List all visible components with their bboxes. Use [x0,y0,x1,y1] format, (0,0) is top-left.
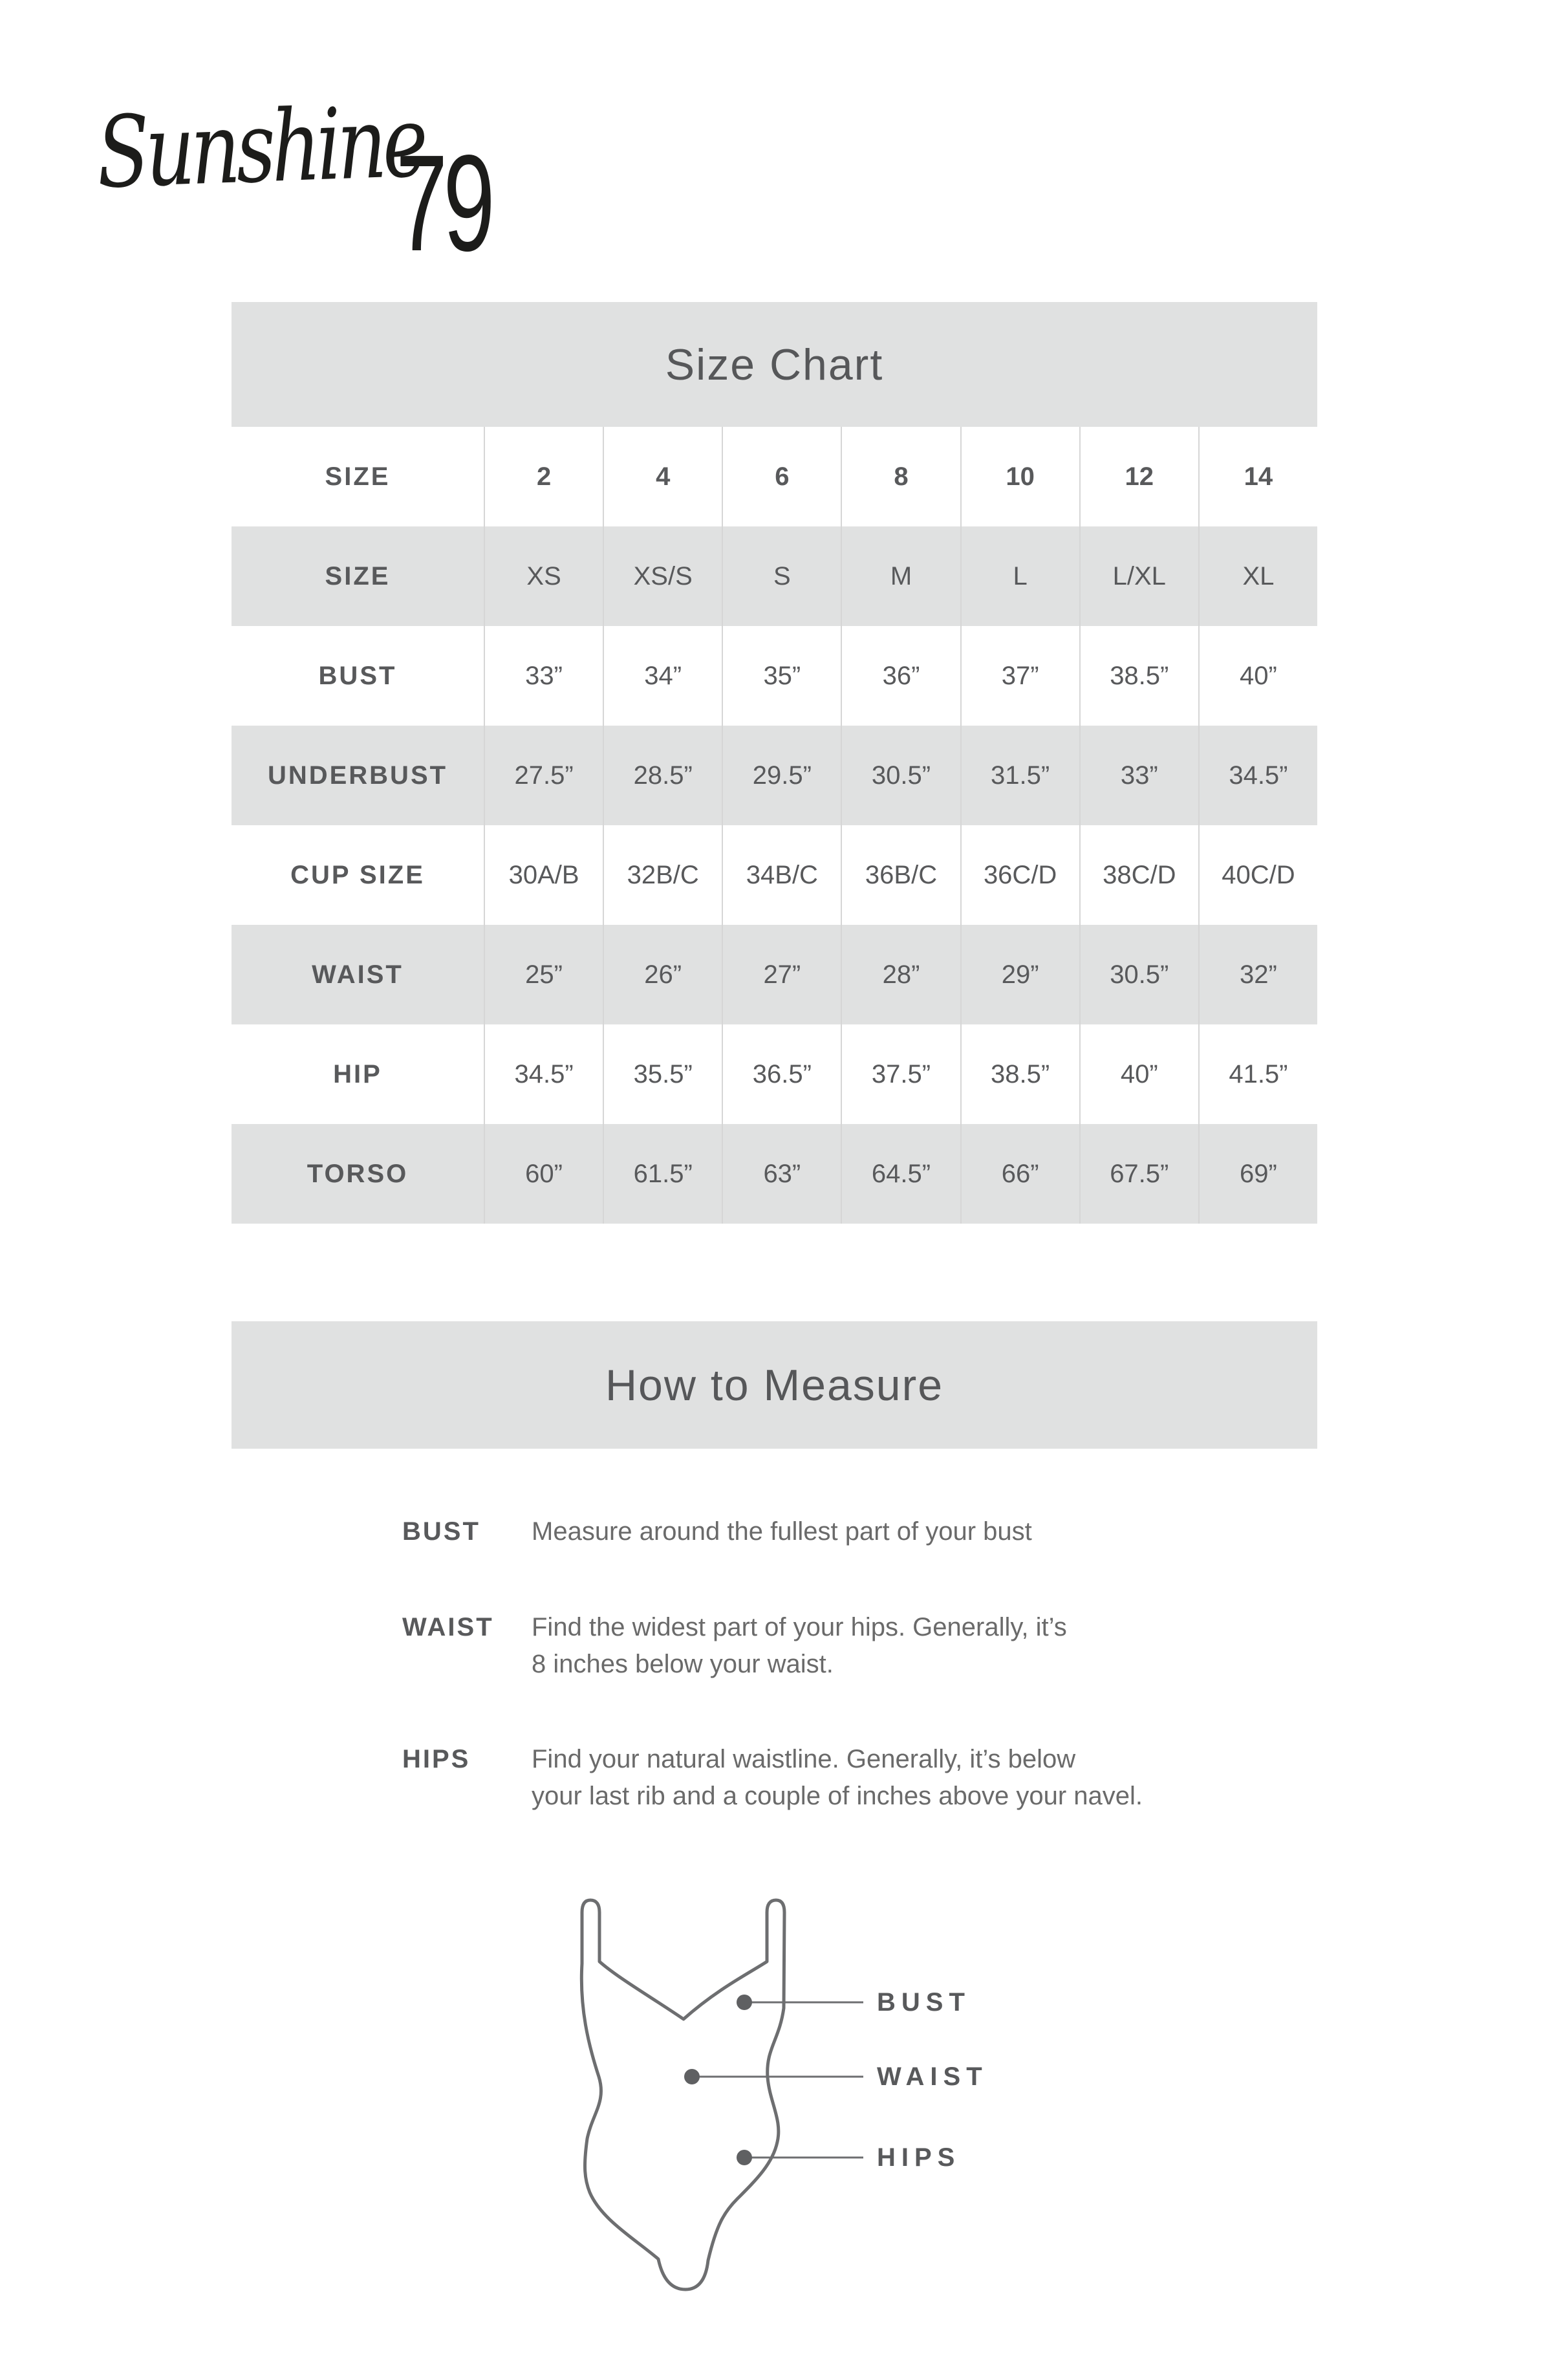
measurement-value: 34.5” [1198,726,1317,825]
measurement-value: 69” [1198,1124,1317,1224]
row-label: WAIST [312,960,404,989]
size-chart-title: Size Chart [232,302,1317,427]
measurement-value: 28.5” [603,726,722,825]
measurement-value: 36.5” [722,1024,841,1124]
size-value: XS/S [603,526,722,626]
measurement-value: 31.5” [960,726,1079,825]
measurement-value: 32B/C [603,825,722,925]
measure-description-line: 8 inches below your waist. [532,1650,834,1678]
size-value: S [722,526,841,626]
measurement-value: 40C/D [1198,825,1317,925]
row-label: TORSO [307,1159,409,1188]
measurement-value: 30.5” [841,726,960,825]
measurement-value: 38.5” [960,1024,1079,1124]
table-row-torso [232,1124,1317,1224]
measurement-value: 34B/C [722,825,841,925]
measurement-value: 61.5” [603,1124,722,1224]
measurement-value: 36B/C [841,825,960,925]
measurement-value: 36” [841,626,960,726]
measure-item-bust [402,1513,1032,1550]
measure-item-waist [402,1609,1067,1683]
row-label: BUST [318,661,397,690]
measure-description-line: your last rib and a couple of inches above your navel. [532,1782,1143,1810]
diagram-label-waist: WAIST [877,2062,988,2091]
measurement-value: 66” [960,1124,1079,1224]
table-row-bust [232,626,1317,726]
measurement-value: 27” [722,925,841,1024]
row-label: SIZE [325,462,391,491]
measurement-value: 40” [1198,626,1317,726]
measurement-value: 27.5” [484,726,603,825]
diagram-label-hips: HIPS [877,2143,961,2172]
measure-description-line: Find your natural waistline. Generally, it’s below [532,1745,1076,1773]
measurement-value: 36C/D [960,825,1079,925]
table-row-cup-size [232,825,1317,925]
row-label: UNDERBUST [267,761,448,790]
measurement-value: 40” [1079,1024,1198,1124]
size-value: 10 [960,427,1079,526]
measurement-value: 60” [484,1124,603,1224]
diagram-label-bust: BUST [877,1988,971,2017]
measure-description-line: Measure around the fullest part of your bust [532,1517,1032,1546]
measure-description [532,1609,1067,1683]
measurement-value: 30A/B [484,825,603,925]
measurement-value: 29” [960,925,1079,1024]
bust-dot [737,1995,752,2010]
size-value: 4 [603,427,722,526]
size-value: 14 [1198,427,1317,526]
measurement-value: 67.5” [1079,1124,1198,1224]
size-value: L [960,526,1079,626]
measure-description [532,1741,1143,1815]
measure-item-hips [402,1741,1143,1815]
size-value: L/XL [1079,526,1198,626]
row-label: HIP [333,1059,382,1088]
measurement-value: 64.5” [841,1124,960,1224]
table-row-hip [232,1024,1317,1124]
how-to-measure-title: How to Measure [232,1321,1317,1449]
swimsuit-diagram [556,1876,1009,2328]
measurement-value: 63” [722,1124,841,1224]
row-label: SIZE [325,561,391,590]
measurement-value: 32” [1198,925,1317,1024]
measurement-value: 37.5” [841,1024,960,1124]
measure-label: HIPS [402,1745,471,1773]
measurement-value: 38C/D [1079,825,1198,925]
table-row-size-number [232,427,1317,526]
measurement-value: 38.5” [1079,626,1198,726]
measurement-value: 41.5” [1198,1024,1317,1124]
size-chart-table [232,302,1317,1224]
size-value: 6 [722,427,841,526]
hips-dot [737,2150,752,2165]
size-value: M [841,526,960,626]
measure-description-line: Find the widest part of your hips. Generally, it’s [532,1613,1067,1641]
measurement-value: 35” [722,626,841,726]
size-value: 2 [484,427,603,526]
size-value: XS [484,526,603,626]
measurement-value: 34” [603,626,722,726]
measurement-value: 34.5” [484,1024,603,1124]
measure-label: BUST [402,1517,480,1546]
measure-label: WAIST [402,1613,494,1641]
measure-description [532,1513,1032,1550]
measurement-value: 35.5” [603,1024,722,1124]
size-value: 12 [1079,427,1198,526]
brand-logo-script: Sunshine [94,84,426,210]
measurement-value: 25” [484,925,603,1024]
measurement-value: 33” [484,626,603,726]
measurement-value: 26” [603,925,722,1024]
table-row-underbust [232,726,1317,825]
measurement-value: 33” [1079,726,1198,825]
size-value: 8 [841,427,960,526]
table-row-size-letter [232,526,1317,626]
size-value: XL [1198,526,1317,626]
row-label: CUP SIZE [290,860,425,889]
brand-logo [94,84,550,298]
brand-logo-number: 79 [396,126,491,279]
measurement-value: 29.5” [722,726,841,825]
measurement-value: 30.5” [1079,925,1198,1024]
measurement-value: 37” [960,626,1079,726]
waist-dot [684,2069,700,2084]
swimsuit-outline [581,1900,784,2289]
table-row-waist [232,925,1317,1024]
measurement-value: 28” [841,925,960,1024]
